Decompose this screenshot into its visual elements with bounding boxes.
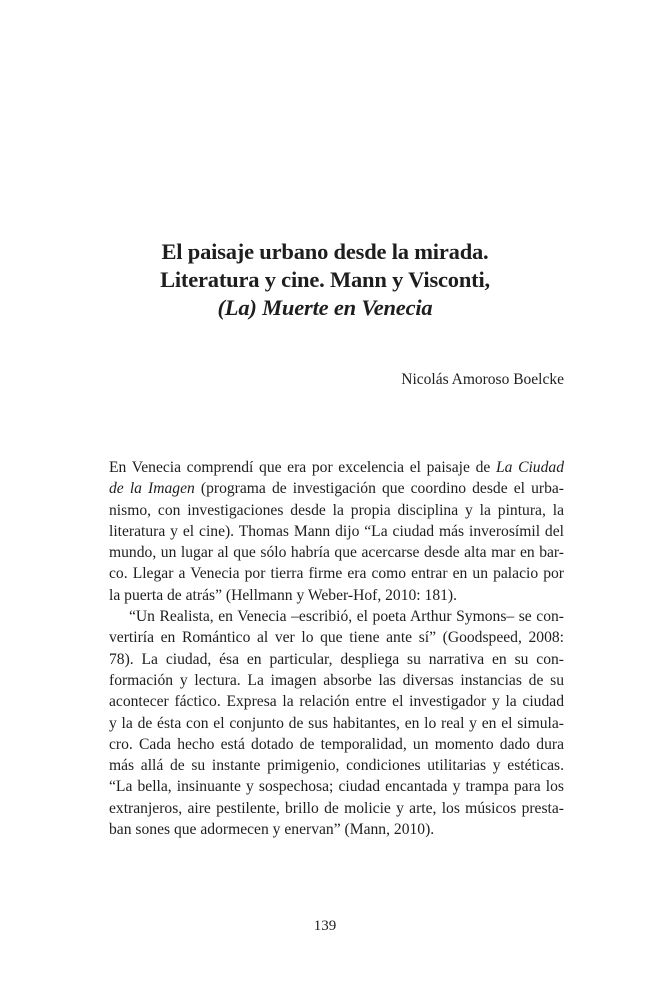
paragraph-2-line-8: más allá de su instante primigenio, condiciones utilitarias y estéticas. <box>109 757 564 775</box>
paragraph-2-line-11: ban sones que adormecen y enervan” (Mann, 2010). <box>109 821 435 839</box>
paragraph-1-line-7: la puerta de atrás” (Hellmann y Weber-Hof, 2010: 181). <box>109 586 458 604</box>
title-line-3-italic: Muerte en Venecia <box>262 295 433 320</box>
title-line-2: Literatura y cine. Mann y Visconti, <box>160 267 490 292</box>
p1-l2-italic: de la Imagen <box>109 480 195 498</box>
paragraph-1-line-1 <box>109 457 564 478</box>
paragraph-1-line-4: literatura y el cine). Thomas Mann dijo “La ciudad más inverosímil del <box>109 522 564 540</box>
paragraph-1-line-2 <box>109 478 564 499</box>
paragraph-2-line-2: vertiría en Romántico al ver lo que tiene ante sí” (Goodspeed, 2008: <box>109 629 564 647</box>
body-text <box>109 457 564 840</box>
paragraph-1-line-6: co. Llegar a Venecia por tierra firme era como entrar en un palacio por <box>109 565 564 583</box>
page-number: 139 <box>313 918 337 934</box>
paragraph-2-line-5: acontecer fáctico. Expresa la relación entre el investigador y la ciudad <box>109 693 564 711</box>
chapter-title <box>100 238 550 322</box>
title-line-3-prefix: (La) <box>217 295 263 320</box>
paragraph-2-line-4: formación y lectura. La imagen absorbe las diversas instancias de su <box>109 671 564 689</box>
paragraph-2-line-7: cro. Cada hecho está dotado de temporalidad, un momento dado dura <box>109 735 564 753</box>
title-line-3 <box>100 294 550 322</box>
p1-l1-text: En Venecia comprendí que era por excelencia el paisaje de <box>109 459 496 476</box>
p1-l1-italic: La Ciudad <box>495 459 564 476</box>
title-line-1: El paisaje urbano desde la mirada. <box>161 239 489 264</box>
paragraph-2-line-1: “Un Realista, en Venecia –escribió, el poeta Arthur Symons– se con- <box>129 608 564 626</box>
paragraph-2-line-6: y la de ésta con el conjunto de sus habitantes, en lo real y en el simula- <box>109 714 564 732</box>
author-name: Nicolás Amoroso Boelcke <box>401 371 564 388</box>
paragraph-2-line-3: 78). La ciudad, ésa en particular, despliega su narrativa en su con- <box>109 650 564 668</box>
paragraph-1-line-5: mundo, un lugar al que sólo habría que acercarse desde alta mar en bar- <box>109 544 564 562</box>
paragraph-2-line-9: “La bella, insinuante y sospechosa; ciudad encantada y trampa para los <box>109 778 564 796</box>
paragraph-2-line-10: extranjeros, aire pestilente, brillo de molicie y arte, los músicos presta- <box>109 799 564 817</box>
p1-l2-text: (programa de investigación que coordino desde el urba- <box>194 480 564 498</box>
paragraph-1-line-3: nismo, con investigaciones desde la propia disciplina y la pintura, la <box>109 501 564 519</box>
